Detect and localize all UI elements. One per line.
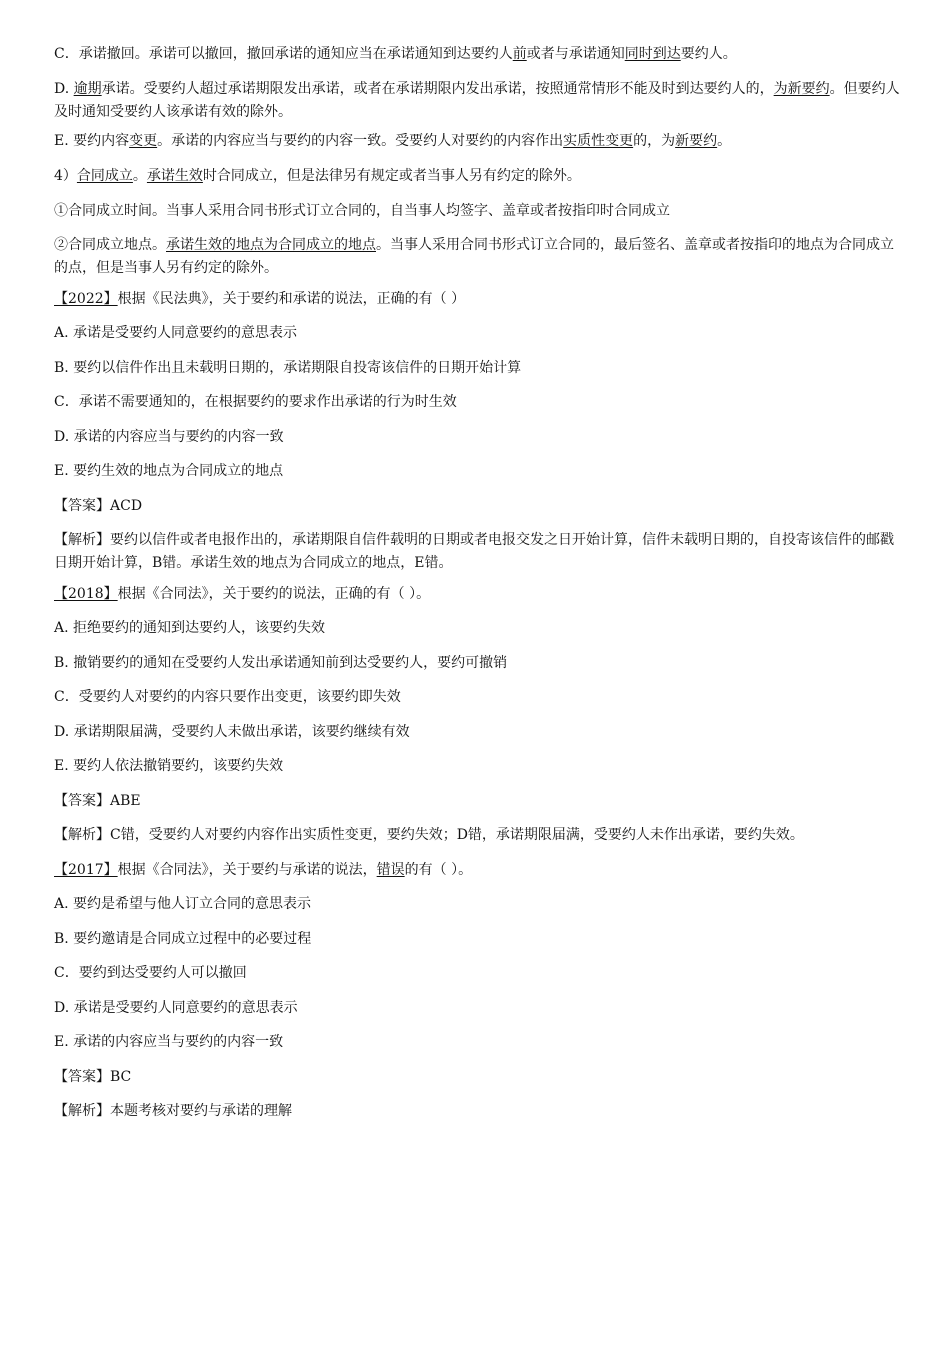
question-2017-option-b: B. 要约邀请是合同成立过程中的必要过程 bbox=[54, 931, 312, 947]
underlined-term: 新要约 bbox=[675, 133, 718, 149]
paragraph-contract-formation: 4）合同成立。承诺生效时合同成立，但是法律另有规定或者当事人另有约定的除外。 bbox=[54, 168, 581, 184]
paragraph-formation-time: ①合同成立时间。当事人采用合同书形式订立合同的，自当事人均签字、盖章或者按指印时合同成立 bbox=[54, 203, 670, 219]
underlined-term: 实质性变更 bbox=[563, 133, 634, 149]
question-2022-option-a: A. 承诺是受要约人同意要约的意思表示 bbox=[54, 325, 298, 341]
question-year: 【2018】 bbox=[54, 586, 118, 602]
question-2022-answer: 【答案】ACD bbox=[54, 498, 143, 514]
paragraph-acceptance-withdrawal: C．承诺撤回。承诺可以撤回，撤回承诺的通知应当在承诺通知到达要约人前或者与承诺通知同时到达要约人。 bbox=[54, 46, 737, 62]
underlined-term: 承诺生效 bbox=[146, 168, 203, 184]
underlined-term: 错误 bbox=[376, 862, 405, 878]
question-2018-option-d: D. 承诺期限届满，受要约人未做出承诺，该要约继续有效 bbox=[54, 724, 410, 740]
question-2022-option-e: E. 要约生效的地点为合同成立的地点 bbox=[54, 463, 284, 479]
question-2018-answer: 【答案】ABE bbox=[54, 793, 141, 809]
paragraph-offer-change: E. 要约内容变更。承诺的内容应当与要约的内容一致。受要约人对要约的内容作出实质性变更的，为新要约。 bbox=[54, 133, 732, 149]
question-2022-option-d: D. 承诺的内容应当与要约的内容一致 bbox=[54, 429, 284, 445]
question-2018-option-b: B. 撤销要约的通知在受要约人发出承诺通知前到达受要约人，要约可撤销 bbox=[54, 655, 508, 671]
paragraph-late-acceptance: D. 逾期承诺。受要约人超过承诺期限发出承诺，或者在承诺期限内发出承诺，按照通常情形不能及时到达要约人的，为新要约。但要约人及时通知受要约人该承诺有效的除外。 bbox=[54, 81, 900, 120]
paragraph-formation-place: ②合同成立地点。承诺生效的地点为合同成立的地点。当事人采用合同书形式订立合同的，最后签名、盖章或者按指印的地点为合同成立的点，但是当事人另有约定的除外。 bbox=[54, 237, 894, 276]
question-2017-stem: 【2017】根据《合同法》，关于要约与承诺的说法，错误的有（ ）。 bbox=[54, 862, 473, 878]
question-year: 【2017】 bbox=[54, 862, 118, 878]
underlined-term: 同时到达 bbox=[624, 46, 681, 62]
question-2018-option-a: A. 拒绝要约的通知到达要约人，该要约失效 bbox=[54, 620, 326, 636]
question-2022-option-b: B. 要约以信件作出且未载明日期的，承诺期限自投寄该信件的日期开始计算 bbox=[54, 360, 522, 376]
question-2018-stem: 【2018】根据《合同法》，关于要约的说法，正确的有（ ）。 bbox=[54, 586, 431, 602]
question-2017-option-e: E. 承诺的内容应当与要约的内容一致 bbox=[54, 1034, 284, 1050]
question-2022-option-c: C．承诺不需要通知的，在根据要约的要求作出承诺的行为时生效 bbox=[54, 394, 457, 410]
question-2017-analysis: 【解析】本题考核对要约与承诺的理解 bbox=[54, 1103, 292, 1119]
question-2018-option-e: E. 要约人依法撤销要约，该要约失效 bbox=[54, 758, 284, 774]
question-2022-analysis: 【解析】要约以信件或者电报作出的，承诺期限自信件载明的日期或者电报交发之日开始计算，信件未载明日期的，自投寄该信件的邮戳日期开始计算，B错。承诺生效的地点为合同成立的地点，E错。 bbox=[54, 532, 894, 571]
underlined-term: 变更 bbox=[129, 133, 158, 149]
question-2017-option-c: C．要约到达受要约人可以撤回 bbox=[54, 965, 247, 981]
underlined-term: 前 bbox=[512, 46, 527, 62]
underlined-term: 承诺生效的地点为合同成立的地点 bbox=[166, 237, 376, 253]
question-2017-option-a: A. 要约是希望与他人订立合同的意思表示 bbox=[54, 896, 312, 912]
question-2022-stem: 【2022】根据《民法典》，关于要约和承诺的说法，正确的有（ ） bbox=[54, 291, 466, 307]
question-2018-option-c: C．受要约人对要约的内容只要作出变更，该要约即失效 bbox=[54, 689, 401, 705]
question-2018-analysis: 【解析】C错，受要约人对要约内容作出实质性变更，要约失效；D错，承诺期限届满，受要约人未作出承诺，要约失效。 bbox=[54, 827, 804, 843]
underlined-term: 逾期 bbox=[73, 81, 102, 97]
question-2017-answer: 【答案】BC bbox=[54, 1069, 132, 1085]
underlined-term: 为新要约 bbox=[773, 81, 830, 97]
question-2017-option-d: D. 承诺是受要约人同意要约的意思表示 bbox=[54, 1000, 298, 1016]
question-year: 【2022】 bbox=[54, 291, 118, 307]
underlined-term: 合同成立 bbox=[76, 168, 133, 184]
